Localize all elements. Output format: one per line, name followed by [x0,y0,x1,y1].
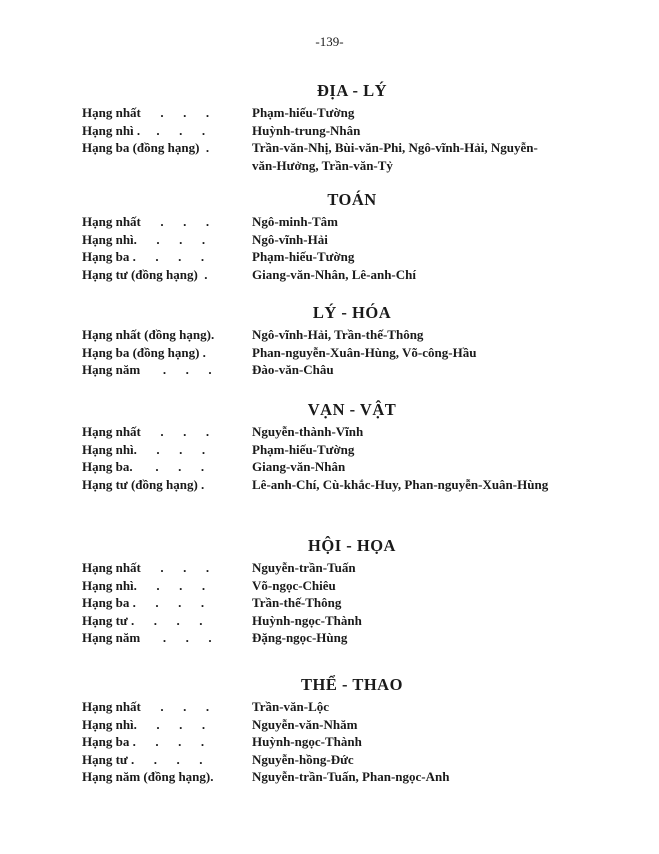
ranking-row [82,266,562,284]
rank-label: Hạng nhì. . . . [82,231,206,247]
rank-label: Hạng nhất . . . [82,699,210,714]
rank-label: Hạng tư . . . . [82,751,203,767]
ranking-row [82,612,562,630]
winner-names: Võ-ngọc-Chiêu [252,577,336,593]
winner-names: Đào-văn-Châu [252,362,334,377]
rank-label: Hạng năm . . . [82,630,212,645]
winner-names: Huỳnh-ngọc-Thành [252,612,362,628]
ranking-row [82,122,562,140]
winner-names: Nguyễn-hồng-Đức [252,751,354,767]
ranking-row [82,751,562,769]
rank-label: Hạng nhì. . . . [82,441,206,457]
rank-label: Hạng ba (đồng hạng) . [82,344,206,360]
rank-label: Hạng nhì . . . . [82,122,206,138]
winner-names: Ngô-vĩnh-Hải [252,231,328,247]
rank-label: Hạng ba . . . . [82,734,205,749]
rank-label: Hạng nhất (đồng hạng). [82,327,215,342]
section-van-vat [82,397,562,493]
section-title: VẠN - VẬT [307,400,397,419]
ranking-row [82,231,562,249]
winner-names: Trần-văn-Nhị, Bùi-văn-Phi, Ngô-vĩnh-Hải, Nguyễn-văn-Hưởng, Trần-văn-Tỷ [252,140,538,173]
rank-label: Hạng năm (đồng hạng). [82,769,214,784]
section-ly-hoa [82,300,562,379]
rank-label: Hạng ba . . . . [82,595,205,610]
rank-label: Hạng nhất . . . [82,424,210,439]
ranking-row [82,361,562,379]
rank-label: Hạng năm . . . [82,362,212,377]
ranking-row [82,559,562,577]
rank-label: Hạng ba . . . . [82,249,205,264]
rank-label: Hạng nhất . . . [82,560,210,575]
section-title: HỘI - HỌA [308,536,396,555]
page-number: -139- [315,34,344,49]
winner-names: Phan-nguyễn-Xuân-Hùng, Võ-công-Hầu [252,344,477,360]
section-the-thao [82,672,562,786]
winner-names: Huỳnh-trung-Nhân [252,122,361,138]
winner-names: Nguyễn-thành-Vĩnh [252,424,364,439]
winner-names: Trần-thế-Thông [252,595,342,610]
rank-label: Hạng tư . . . . [82,612,203,628]
winner-names: Lê-anh-Chí, Cù-khắc-Huy, Phan-nguyễn-Xuân-Hùng [252,476,549,492]
rank-label: Hạng tư (đồng hạng) . [82,266,208,282]
ranking-row [82,458,562,476]
section-title: LÝ - HÓA [312,303,392,322]
winner-names: Giang-văn-Nhân [252,459,346,474]
ranking-row [82,441,562,459]
winner-names: Đặng-ngọc-Hùng [252,630,348,645]
ranking-row [82,698,562,716]
ranking-row [82,104,562,122]
ranking-row [82,248,562,266]
winner-names: Nguyễn-văn-Nhăm [252,716,358,732]
ranking-row [82,213,562,231]
winner-names: Nguyễn-trần-Tuấn [252,560,356,575]
ranking-row [82,768,562,786]
rank-label: Hạng nhì. . . . [82,716,206,732]
section-dia-ly [82,78,562,174]
rank-label: Hạng ba (đồng hạng) . [82,140,210,155]
winner-names: Phạm-hiếu-Tường [252,441,355,457]
section-title: ĐỊA - LÝ [316,81,387,100]
rank-label: Hạng nhì. . . . [82,577,206,593]
winner-names: Trần-văn-Lộc [252,699,330,714]
winner-names: Phạm-hiếu-Tường [252,105,355,120]
section-toan [82,187,562,283]
rank-label: Hạng nhất . . . [82,105,210,120]
rank-label: Hạng tư (đồng hạng) . [82,476,205,492]
section-hoi-hoa [82,533,562,647]
rank-label: Hạng nhất . . . [82,214,210,229]
section-title: TOÁN [327,190,377,209]
winner-names: Ngô-minh-Tâm [252,214,338,229]
winner-names: Nguyễn-trần-Tuấn, Phan-ngọc-Anh [252,769,450,784]
ranking-row [82,476,562,494]
ranking-row [82,577,562,595]
ranking-row [82,629,562,647]
winner-names: Ngô-vĩnh-Hải, Trần-thế-Thông [252,327,424,342]
winner-names: Phạm-hiếu-Tường [252,249,355,264]
section-title: THỂ - THAO [301,675,403,694]
ranking-row [82,423,562,441]
ranking-row [82,733,562,751]
ranking-row [82,139,562,174]
ranking-row [82,594,562,612]
rank-label: Hạng ba. . . . [82,459,205,474]
ranking-row [82,716,562,734]
ranking-row [82,344,562,362]
ranking-row [82,326,562,344]
winner-names: Giang-văn-Nhân, Lê-anh-Chí [252,266,416,282]
winner-names: Huỳnh-ngọc-Thành [252,734,362,749]
